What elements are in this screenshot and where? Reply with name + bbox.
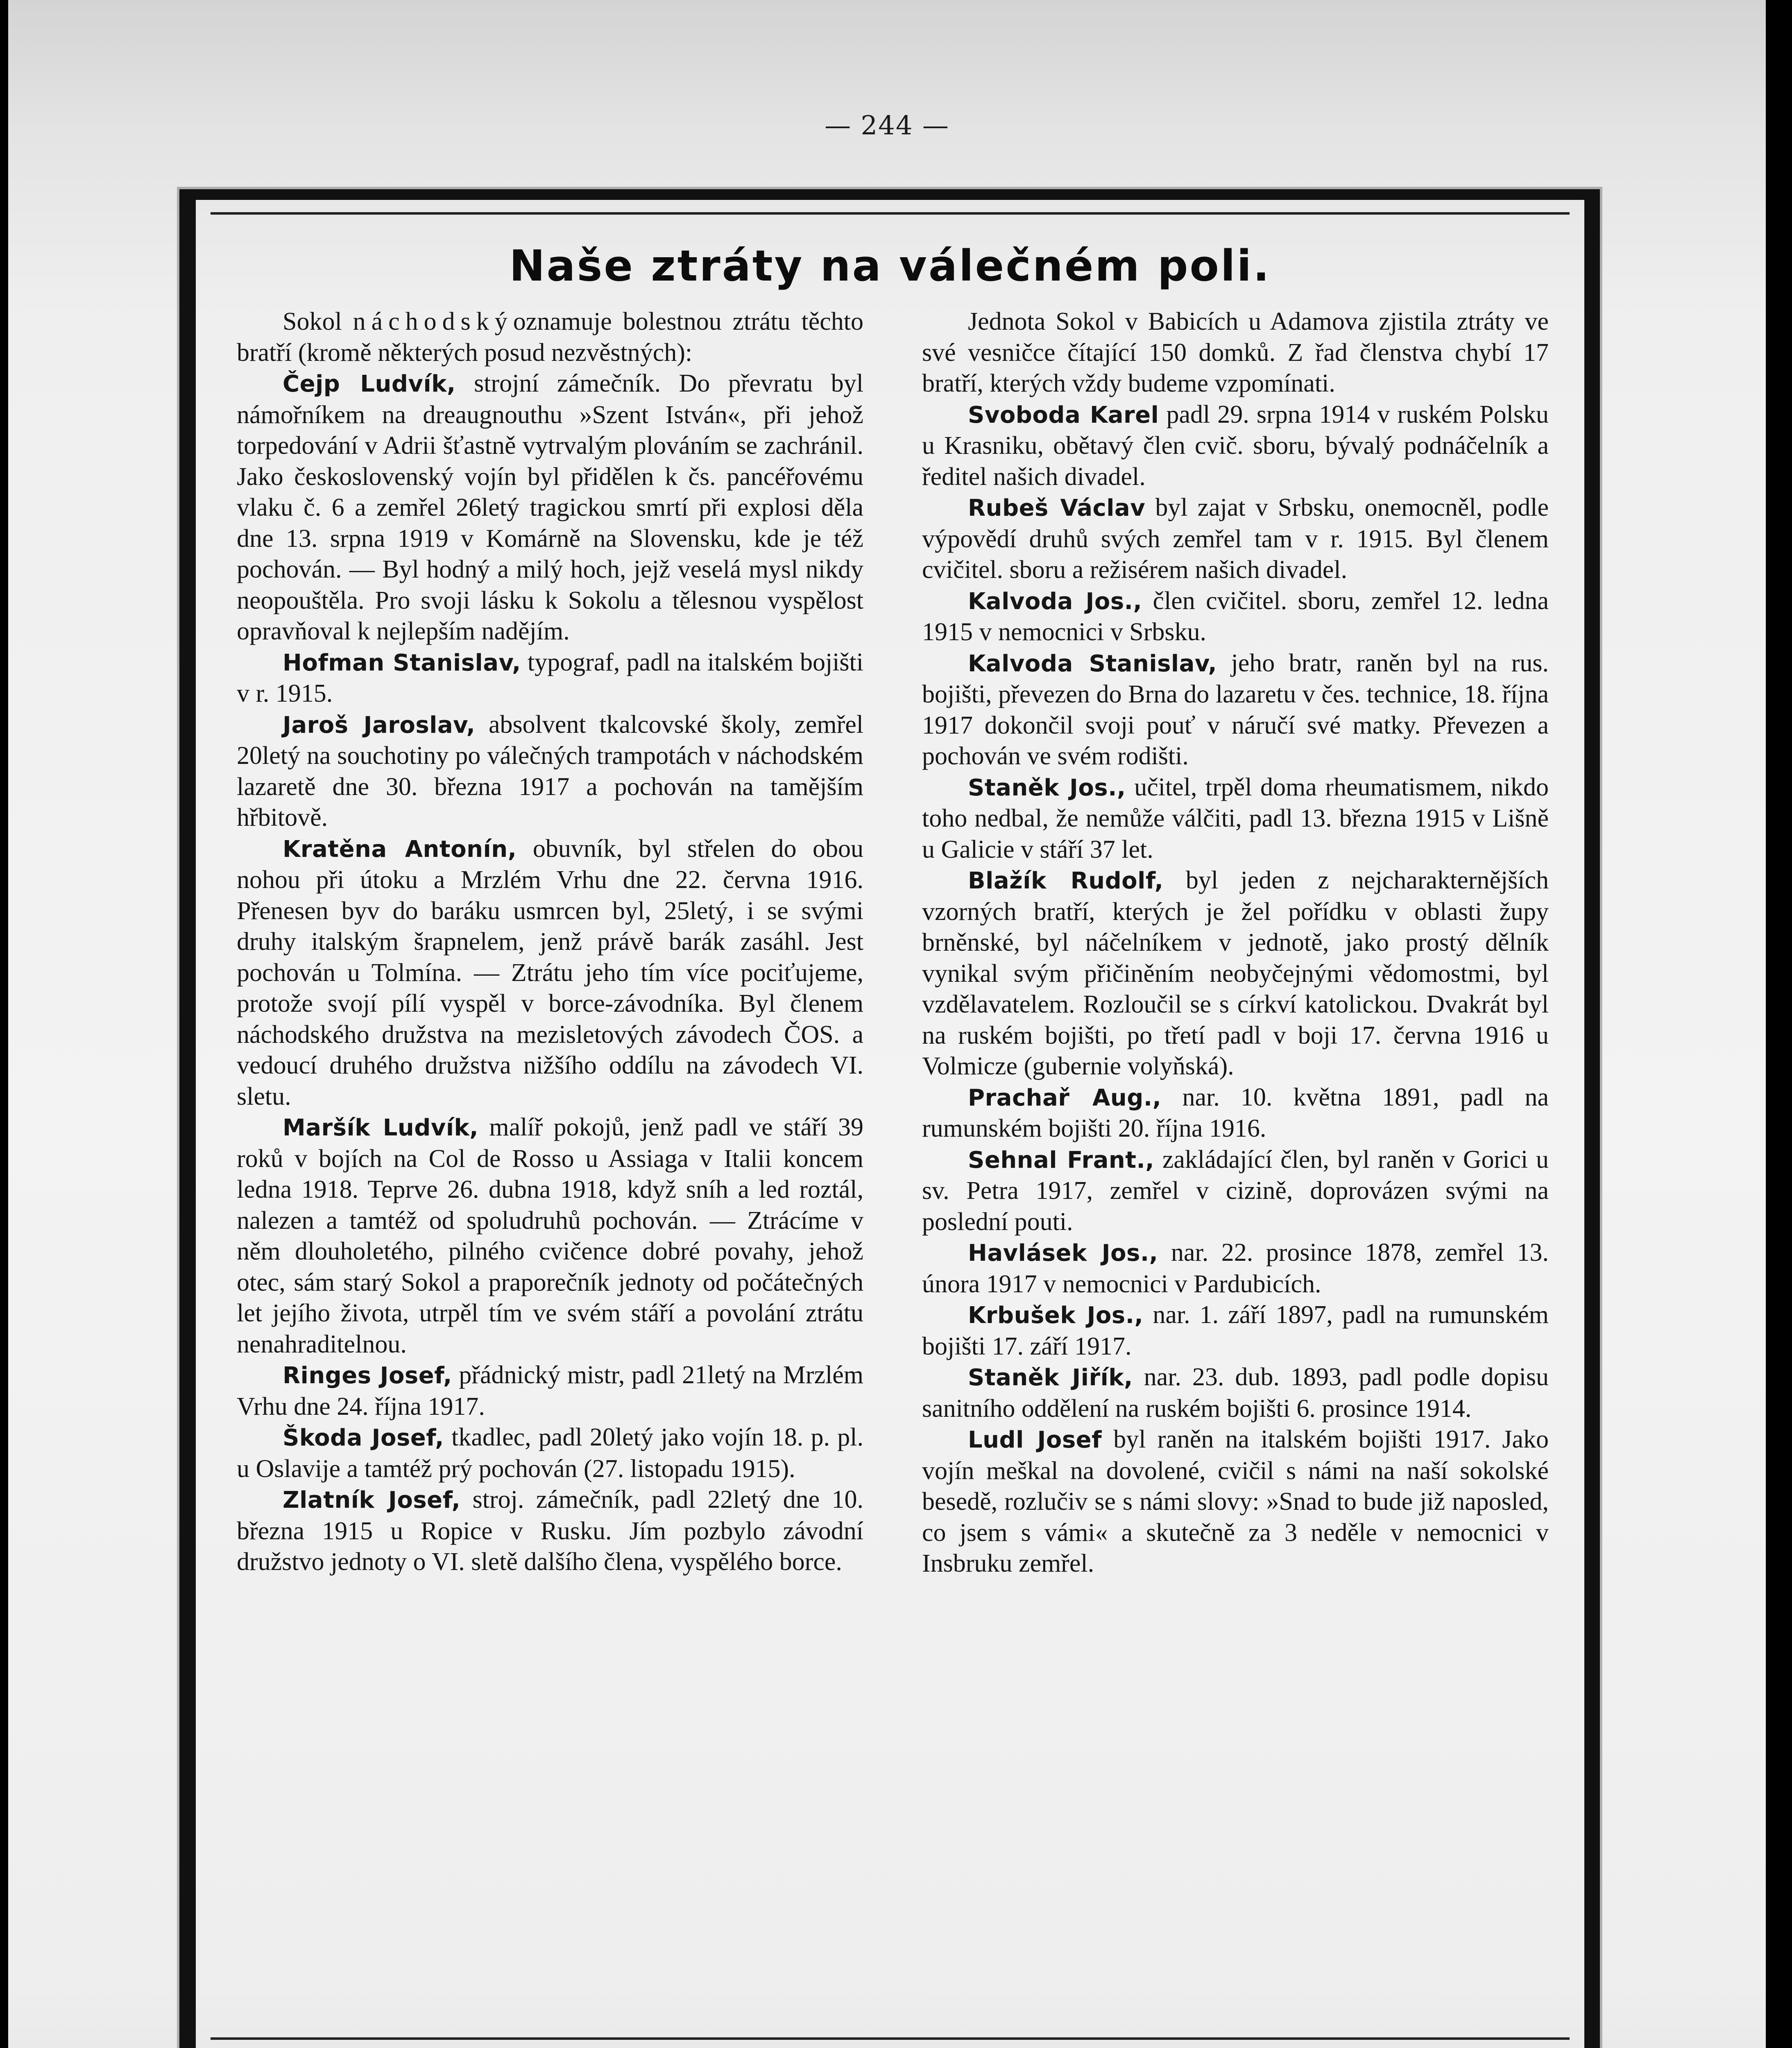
entry-text: strojní zámečník. Do převratu byl námořníkem na dreaugnouthu »Szent István«, při jehož torpedování v Adrii šťastně vytrvalým plováním se zachránil. Jako československý vojín byl přidělen k čs. pancéřovému vlaku č. 6 a zemřel 26letý tragickou smrtí při explosi děla dne 13. srpna 1919 v Komárně na Slovensku, kde je též pochován. — Byl hodný a milý hoch, jejž veselá mysl nikdy neopouštěla. Pro svoji lásku k Sokolu a tělesnou vyspělost opravňoval k nejlepším nadějím. <box>237 369 863 645</box>
intro-suffix: oznamuje bolestnou ztrátu těchto bratří (kromě některých posud nezvěstných): <box>237 308 863 367</box>
entry-text: stroj. zámečník, padl 22letý dne 10. března 1915 u Ropice v Rusku. Jím pozbylo závodní družstvo jednoty o VI. sletě dalšího člena, vyspělého borce. <box>237 1486 864 1576</box>
scan-border-right <box>1766 0 1792 2048</box>
entry-name: Svoboda Karel <box>968 401 1159 428</box>
entry-name: Maršík Ludvík, <box>283 1115 479 1141</box>
entry-name: Hofman Stanislav, <box>283 649 521 676</box>
obituary-entry <box>922 1144 1549 1238</box>
obituary-entry <box>922 772 1549 865</box>
article-heading: Naše ztráty na válečném poli. <box>509 241 1271 291</box>
entry-text: nar. 23. dub. 1893, padl podle dopisu sanitního oddělení na ruském bojišti 6. prosince 1914. <box>922 1363 1549 1423</box>
entry-name: Čejp Ludvík, <box>283 371 456 397</box>
obituary-entry <box>922 865 1549 1082</box>
obituary-entry <box>922 492 1549 586</box>
entry-name: Kalvoda Jos., <box>968 588 1142 615</box>
document-page <box>8 0 1766 2048</box>
entry-name: Jaroš Jaroslav, <box>283 711 476 739</box>
entry-text: učitel, trpěl doma rheumatismem, nikdo toho nedbal, že nemůže válčiti, padl 13. března 1915 v Lišně u Galicie v stáří 37 let. <box>922 773 1549 863</box>
left-intro <box>237 306 863 368</box>
obituary-entry <box>237 1484 863 1578</box>
entry-name: Blažík Rudolf, <box>968 868 1164 894</box>
entry-text: obuvník, byl střelen do obou nohou při útoku a Mrzlém Vrhu dne 22. června 1916. Přenesen byv do baráku usmrcen byl, 25letý, i se svými druhy italským šrapnelem, jenž právě barák zasáhl. Jest pochován u Tolmína. — Ztrátu jeho tím více pociťujeme, protože svojí pílí vyspěl v borce-závodníka. Byl členem náchodského družstva na mezisletových závodech ČOS. a vedoucí druhého družstva nižšího oddílu na závodech VI. sletu. <box>237 834 864 1110</box>
entry-name: Rubeš Václav <box>968 495 1146 521</box>
entry-text: absolvent tkalcovské školy, zemřel 20letý na souchotiny po válečných trampotách v náchodském lazaretě dne 30. března 1917 a pochován na tamějším hřbitově. <box>237 710 863 831</box>
entry-text: padl 29. srpna 1914 v ruském Polsku u Krasniku, obětavý člen cvič. sboru, bývalý podnáčelník a ředitel našich divadel. <box>922 400 1549 491</box>
obituary-entry <box>237 834 863 1112</box>
obituary-entry <box>922 1362 1549 1424</box>
entry-name: Ludl Josef <box>968 1427 1102 1453</box>
entry-name: Ringes Josef, <box>283 1362 452 1389</box>
entry-text: zakládající člen, byl raněn v Gorici u sv. Petra 1917, zemřel v cizině, doprovázen svými na poslední pouti. <box>922 1145 1549 1236</box>
entry-text: malíř pokojů, jenž padl ve stáří 39 roků v bojích na Col de Rosso u Assiaga v Italii koncem ledna 1918. Teprve 26. dubna 1918, když sníh a led roztál, nalezen a tamtéž od spoludruhů pochován. — Ztrácíme v něm dlouholetého, pilného cvičence dobré povahy, jehož otec, sám starý Sokol a praporečník jednoty od počátečných let jejího života, utrpěl tím ve svém stáří a povolání ztrátu nenahraditelnou. <box>237 1113 864 1358</box>
entry-text: tkadlec, padl 20letý jako vojín 18. p. pl. u Oslavije a tamtéž prý pochován (27. listopadu 1915). <box>237 1423 863 1483</box>
page-number: — 244 — <box>825 111 949 141</box>
entry-name: Sehnal Frant., <box>968 1146 1155 1174</box>
entry-text: nar. 1. září 1897, padl na rumunském bojišti 17. září 1917. <box>922 1301 1549 1360</box>
entry-name: Staněk Jiřík, <box>968 1364 1133 1391</box>
right-column <box>922 306 1549 1579</box>
obituary-entry <box>922 1424 1549 1579</box>
entry-name: Havlásek Jos., <box>968 1240 1158 1266</box>
entry-name: Kratěna Antonín, <box>283 836 517 863</box>
obituary-entry <box>237 647 863 709</box>
obituary-entry <box>237 709 863 834</box>
intro-spaced-word: náchodský <box>353 308 513 335</box>
obituary-entry <box>237 1360 863 1422</box>
obituary-entry <box>922 1300 1549 1362</box>
entry-text: byl jeden z nejcharakternějších vzorných bratří, kterých je žel pořídku v oblasti župy brněnské, byl náčelníkem v jednotě, jako prostý dělník vynikal svým přičiněním neobyčejnými vědomostmi, byl vzdělavatelem. Rozloučil se s církví katolickou. Dvakrát byl na ruském bojišti, po třetí padl v boji 17. června 1916 u Volmicze (gubernie volyňská). <box>922 866 1549 1080</box>
obituary-entry <box>237 368 863 647</box>
scan-border-left <box>0 0 8 2048</box>
intro-prefix: Sokol <box>283 308 342 335</box>
obituary-entry <box>237 1422 863 1484</box>
entry-name: Staněk Jos., <box>968 774 1126 801</box>
entry-text: byl zajat v Srbsku, onemocněl, podle výpovědí druhů svých zemřel tam v r. 1915. Byl členem cvičitel. sboru a režisérem našich divadel. <box>922 494 1549 584</box>
entry-text: byl raněn na italském bojišti 1917. Jako vojín meškal na dovolené, cvičil s námi na naší sokolské besedě, rozlučiv se s námi slovy: »Snad to bude již naposled, co jsem s vámi« a skutečně za 3 neděle v nemocnici v Insbruku zemřel. <box>922 1425 1549 1577</box>
mourning-frame <box>179 189 1600 2048</box>
right-intro: Jednota Sokol v Babicích u Adamova zjistila ztráty ve své vesničce čítající 150 domků. Z řad členstva chybí 17 bratří, kterých vždy budeme vzpomínati. <box>922 308 1549 397</box>
entry-text: nar. 22. prosince 1878, zemřel 13. února 1917 v nemocnici v Pardubicích. <box>922 1239 1549 1298</box>
obituary-entry <box>922 1082 1549 1144</box>
entry-text: přádnický mistr, padl 21letý na Mrzlém Vrhu dne 24. října 1917. <box>237 1361 864 1420</box>
obituary-entry <box>922 1237 1549 1300</box>
entry-text: nar. 10. května 1891, padl na rumunském bojišti 20. října 1916. <box>922 1083 1549 1142</box>
obituary-entry <box>922 648 1549 772</box>
entry-text: jeho bratr, raněn byl na rus. bojišti, převezen do Brna do lazaretu v čes. technice, 18. října 1917 dokončil svoji pouť v náručí své matky. Převezen a pochován ve svém rodišti. <box>922 649 1549 770</box>
frame-top-rule <box>211 212 1570 215</box>
entry-text: člen cvičitel. sboru, zemřel 12. ledna 1915 v nemocnici v Srbsku. <box>922 587 1549 646</box>
entry-name: Zlatník Josef, <box>283 1487 461 1513</box>
entry-name: Prachař Aug., <box>968 1084 1162 1111</box>
entry-name: Škoda Josef, <box>283 1425 444 1451</box>
entry-name: Kalvoda Stanislav, <box>968 650 1217 677</box>
frame-bottom-rule <box>211 2037 1570 2040</box>
obituary-entry <box>922 399 1549 493</box>
obituary-entry <box>922 586 1549 648</box>
entry-text: typograf, padl na italském bojišti v r. 1915. <box>237 648 864 707</box>
entry-name: Krbušek Jos., <box>968 1302 1144 1329</box>
obituary-entry <box>237 1112 863 1360</box>
left-column <box>237 306 863 1578</box>
